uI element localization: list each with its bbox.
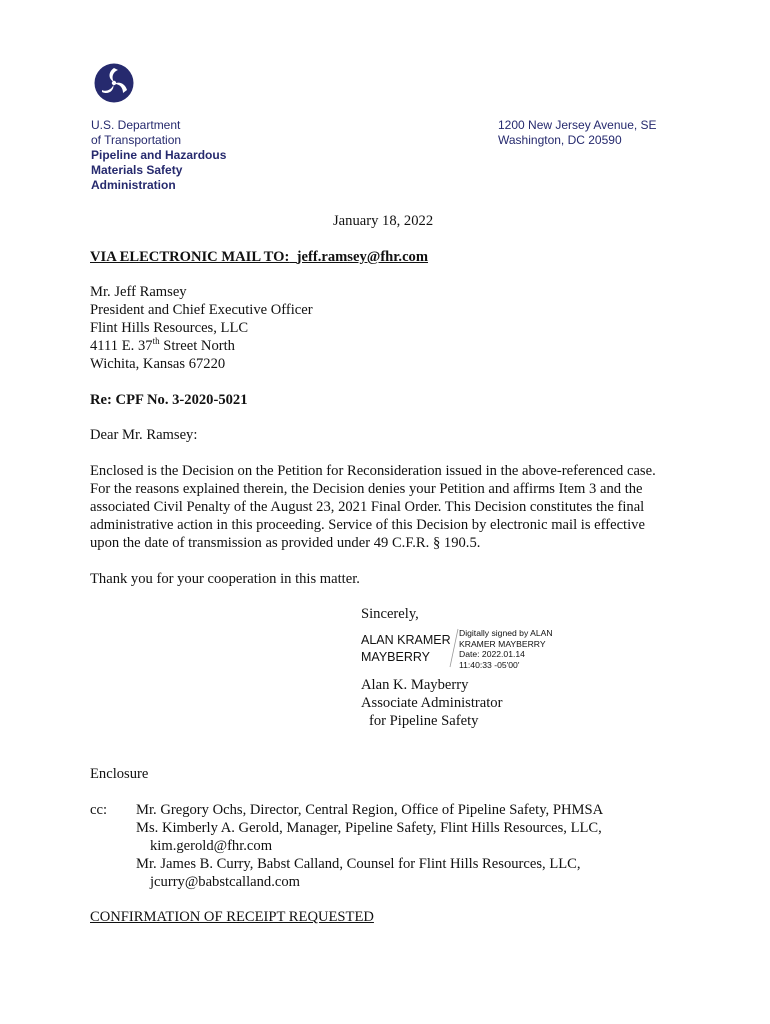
signature-stroke-icon <box>449 628 459 668</box>
agency-address <box>498 118 657 148</box>
body-line: associated Civil Penalty of the August 23, 2021 Final Order. This Decision constitutes the final <box>90 499 645 515</box>
via-email-line <box>90 248 428 266</box>
department-block <box>91 118 226 193</box>
address-line: Washington, DC 20590 <box>498 133 622 147</box>
signer-title: Associate Administrator <box>361 695 503 711</box>
signer-block <box>361 676 502 730</box>
body-paragraph <box>90 462 656 552</box>
body-line: Enclosed is the Decision on the Petition for Reconsideration issued in the above-referenced case. <box>90 463 656 479</box>
street-number: 4111 E. 37 <box>90 338 153 354</box>
cc-entry: Mr. Gregory Ochs, Director, Central Region, Office of Pipeline Safety, PHMSA <box>136 802 604 818</box>
signer-name: Alan K. Mayberry <box>361 677 469 693</box>
dept-line: of Transportation <box>91 133 182 147</box>
cc-email[interactable]: kim.gerold@fhr.com <box>150 838 273 854</box>
signature-detail-line: 11:40:33 -05'00' <box>459 659 520 670</box>
signature-name-line: ALAN KRAMER <box>361 633 451 647</box>
recipient-block <box>90 283 313 373</box>
agency-line: Administration <box>91 178 176 192</box>
signature-name <box>361 632 451 666</box>
via-prefix: VIA ELECTRONIC MAIL TO: <box>90 249 290 265</box>
confirmation-request: CONFIRMATION OF RECEIPT REQUESTED <box>90 909 374 925</box>
cc-label: cc: <box>90 802 108 818</box>
signature-detail-line: Digitally signed by ALAN <box>459 628 553 638</box>
body-line: administrative action in this proceeding. Service of this Decision by electronic mail is effective <box>90 517 645 533</box>
recipient-company: Flint Hills Resources, LLC <box>90 320 249 336</box>
cc-list <box>136 801 603 891</box>
recipient-city: Wichita, Kansas 67220 <box>90 356 226 372</box>
recipient-street <box>90 337 313 355</box>
body-line: upon the date of transmission as provided under 49 C.F.R. § 190.5. <box>90 535 481 551</box>
body-line: For the reasons explained therein, the Decision denies your Petition and affirms Item 3 and the <box>90 481 643 497</box>
letter-date: January 18, 2022 <box>333 213 434 229</box>
signature-details <box>459 628 553 670</box>
enclosure-line: Enclosure <box>90 766 149 782</box>
signature-name-line: MAYBERRY <box>361 650 431 664</box>
via-email[interactable]: jeff.ramsey@fhr.com <box>296 249 429 265</box>
recipient-name: Mr. Jeff Ramsey <box>90 284 187 300</box>
agency-line: Pipeline and Hazardous <box>91 148 227 162</box>
address-line: 1200 New Jersey Avenue, SE <box>498 118 657 132</box>
re-line: Re: CPF No. 3-2020-5021 <box>90 392 248 408</box>
thanks-line: Thank you for your cooperation in this matter. <box>90 571 360 587</box>
signature-detail-line: KRAMER MAYBERRY <box>459 638 546 649</box>
dot-triskelion-logo-icon <box>94 63 134 103</box>
street-ordinal: th <box>152 336 160 347</box>
signature-detail-line: Date: 2022.01.14 <box>459 649 525 659</box>
street-name: Street North <box>159 338 235 354</box>
cc-email[interactable]: jcurry@babstcalland.com <box>150 874 300 890</box>
cc-entry: Ms. Kimberly A. Gerold, Manager, Pipeline Safety, Flint Hills Resources, LLC, <box>136 820 602 836</box>
salutation: Dear Mr. Ramsey: <box>90 427 198 443</box>
closing: Sincerely, <box>361 606 419 622</box>
cc-entry: Mr. James B. Curry, Babst Calland, Counsel for Flint Hills Resources, LLC, <box>136 856 581 872</box>
agency-line: Materials Safety <box>91 163 183 177</box>
dept-line: U.S. Department <box>91 118 181 132</box>
signer-title: for Pipeline Safety <box>369 713 479 729</box>
recipient-title: President and Chief Executive Officer <box>90 302 313 318</box>
digital-signature <box>361 626 591 670</box>
